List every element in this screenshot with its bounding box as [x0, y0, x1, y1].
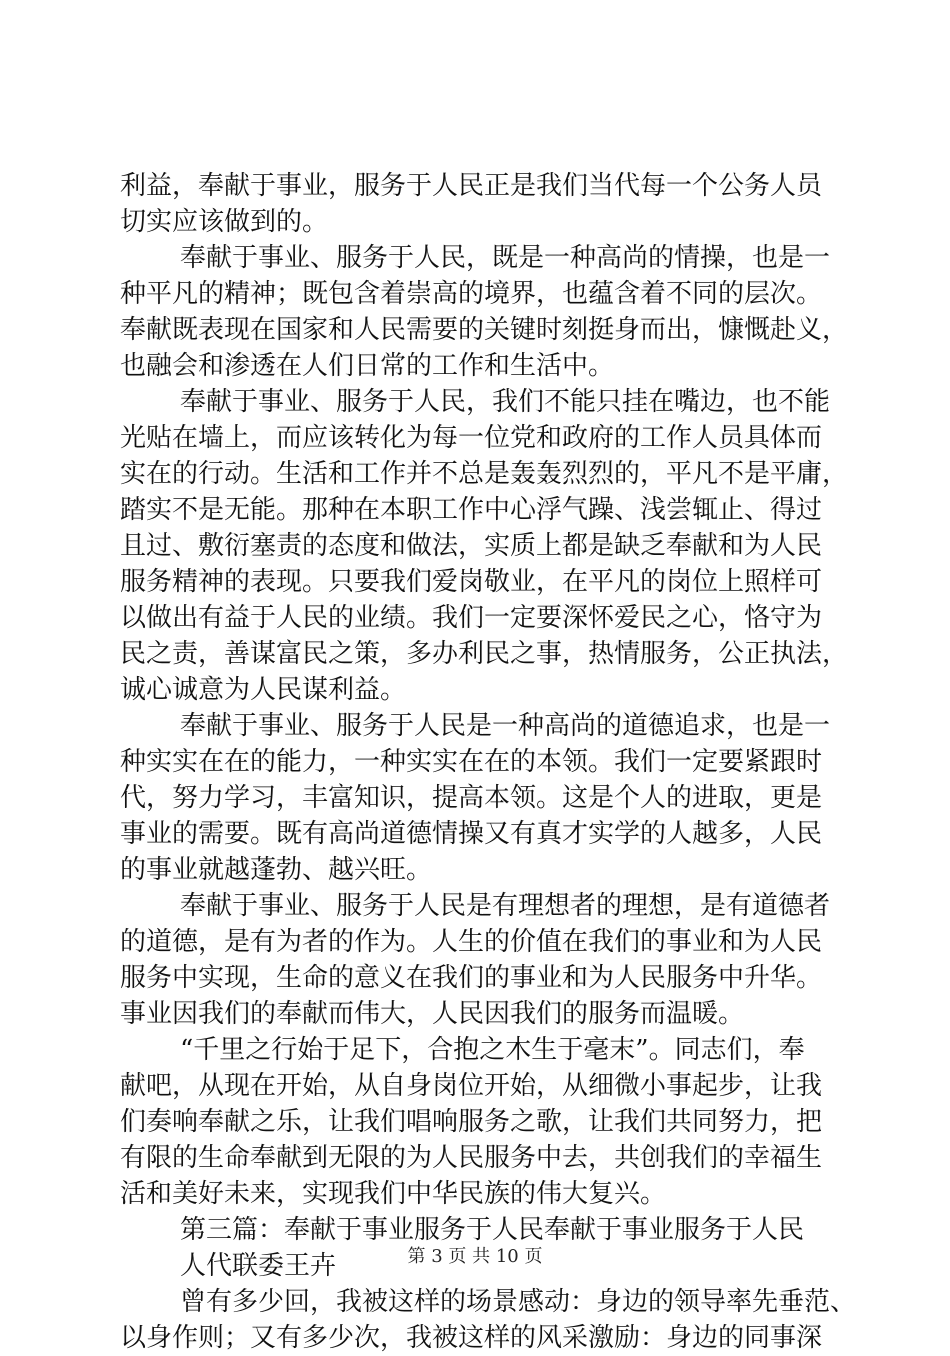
text-line: 代，努力学习，丰富知识，提高本领。这是个人的进取，更是	[120, 783, 823, 813]
paragraph-start-line: 奉献于事业、服务于人民是有理想者的理想，是有道德者	[180, 891, 831, 921]
paragraph-start-line: 奉献于事业、服务于人民是一种高尚的道德追求，也是一	[180, 711, 831, 741]
text-line: 利益，奉献于事业，服务于人民正是我们当代每一个公务人员	[120, 171, 823, 201]
text-line: 实在的行动。生活和工作并不总是轰轰烈烈的，平凡不是平庸，	[120, 459, 849, 489]
paragraph-start-line: 曾有多少回，我被这样的场景感动：身边的领导率先垂范、	[180, 1287, 857, 1317]
text-line: 事业因我们的奉献而伟大，人民因我们的服务而温暖。	[120, 999, 745, 1029]
page-number-footer: 第 3 页 共 10 页	[407, 1246, 543, 1267]
text-line: 种实实在在的能力，一种实实在在的本领。我们一定要紧跟时	[120, 747, 823, 777]
text-line: 活和美好未来，实现我们中华民族的伟大复兴。	[120, 1179, 667, 1209]
text-line: 有限的生命奉献到无限的为人民服务中去，共创我们的幸福生	[120, 1143, 823, 1173]
text-line: 诚心诚意为人民谋利益。	[120, 675, 407, 705]
text-line: 事业的需要。既有高尚道德情操又有真才实学的人越多，人民	[120, 819, 823, 849]
document-body	[120, 168, 857, 1356]
text-line: 献吧，从现在开始，从自身岗位开始，从细微小事起步，让我	[120, 1071, 823, 1101]
text-line: 服务精神的表现。只要我们爱岗敬业，在平凡的岗位上照样可	[120, 567, 823, 597]
paragraph-start-line: 奉献于事业、服务于人民，我们不能只挂在嘴边，也不能	[180, 387, 831, 417]
text-line: 种平凡的精神；既包含着崇高的境界，也蕴含着不同的层次。	[120, 279, 823, 309]
text-line: 且过、敷衍塞责的态度和做法，实质上都是缺乏奉献和为人民	[120, 531, 823, 561]
text-line: 的道德，是有为者的作为。人生的价值在我们的事业和为人民	[120, 927, 823, 957]
text-line: 光贴在墙上，而应该转化为每一位党和政府的工作人员具体而	[120, 423, 823, 453]
paragraph-start-line: “千里之行始于足下，合抱之木生于毫末”。同志们，奉	[180, 1035, 805, 1065]
text-line: 民之责，善谋富民之策，多办利民之事，热情服务，公正执法，	[120, 639, 849, 669]
text-line: 踏实不是无能。那种在本职工作中心浮气躁、浅尝辄止、得过	[120, 495, 823, 525]
text-line: 以身作则；又有多少次，我被这样的风采激励：身边的同事深	[120, 1323, 823, 1353]
section-heading: 第三篇：奉献于事业服务于人民奉献于事业服务于人民	[180, 1215, 805, 1245]
text-line: 以做出有益于人民的业绩。我们一定要深怀爱民之心，恪守为	[120, 603, 823, 633]
text-line: 也融会和渗透在人们日常的工作和生活中。	[120, 351, 615, 381]
author-line: 人代联委王卉	[180, 1251, 337, 1281]
text-line: 切实应该做到的。	[120, 207, 329, 237]
text-line: 服务中实现，生命的意义在我们的事业和为人民服务中升华。	[120, 963, 823, 993]
text-line: 们奏响奉献之乐，让我们唱响服务之歌，让我们共同努力，把	[120, 1107, 823, 1137]
text-line: 的事业就越蓬勃、越兴旺。	[120, 855, 433, 885]
paragraph-start-line: 奉献于事业、服务于人民，既是一种高尚的情操，也是一	[180, 243, 831, 273]
text-line: 奉献既表现在国家和人民需要的关键时刻挺身而出，慷慨赴义，	[120, 315, 849, 345]
